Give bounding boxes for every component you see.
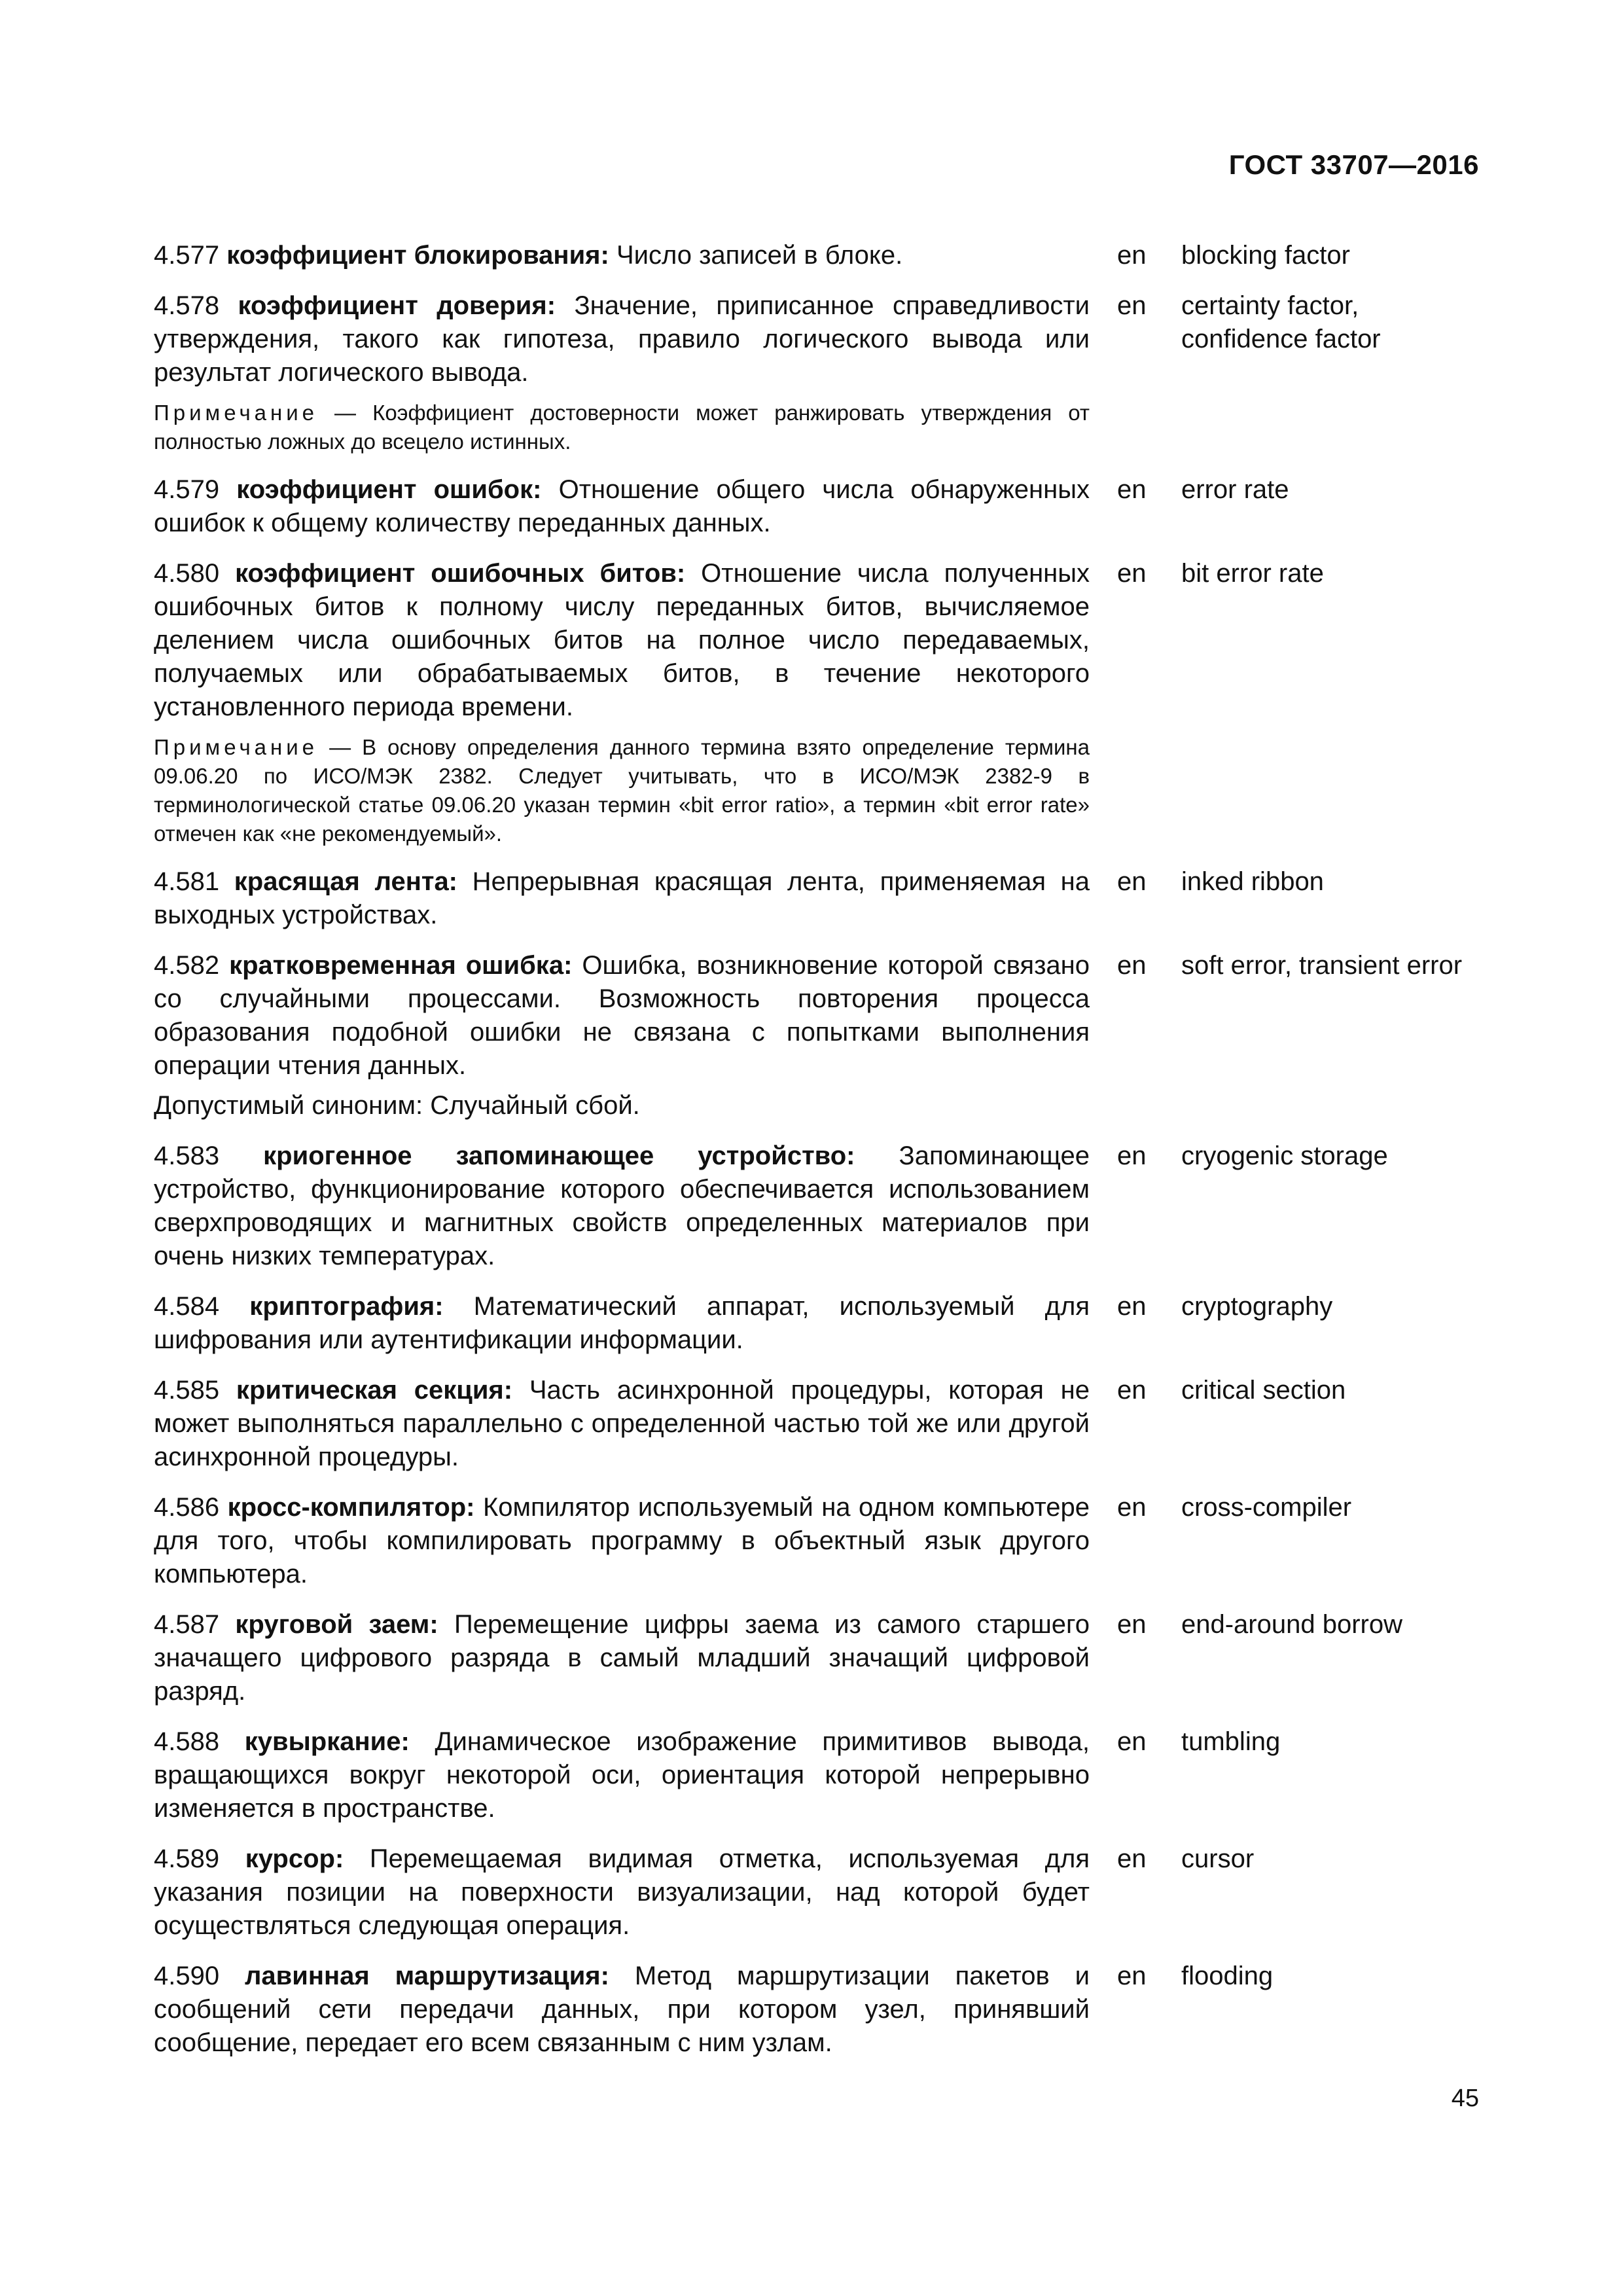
english-equivalent: tumbling (1181, 1727, 1281, 1756)
term-definition (154, 1960, 1090, 2060)
page-number: 45 (1451, 2085, 1479, 2112)
definition-text: Перемещение цифры заема из самого старшего значащего цифрового разряда в самый младший значащий цифровой разряд. (154, 1610, 1090, 1706)
term-entry (154, 1960, 1492, 2060)
definition-text: Отношение общего числа обнаруженных ошибок к общему количеству переданных данных. (154, 475, 1090, 537)
note-label: Примечание (154, 735, 319, 759)
definition-text: Математический аппарат, используемый для шифрования или аутентификации информации. (154, 1292, 1090, 1354)
language-code: en (1117, 559, 1147, 588)
definition-text: Запоминающее устройство, функционирование которого обеспечивается использованием сверхпроводящих и магнитных свойств определенных материалов при очень низких температурах. (154, 1141, 1090, 1270)
language-code: en (1117, 1141, 1147, 1170)
language-code: en (1117, 291, 1147, 320)
term-entry (154, 1290, 1492, 1357)
term-number: 4.587 (154, 1610, 220, 1639)
term-definition-column (154, 239, 1090, 272)
term-definition-column (154, 1608, 1090, 1708)
term-definition (154, 557, 1090, 724)
language-code: en (1117, 1610, 1147, 1639)
term-name: критическая секция: (236, 1376, 513, 1405)
term-synonym: Допустимый синоним: Случайный сбой. (154, 1091, 640, 1120)
language-code: en (1117, 1493, 1147, 1522)
english-equivalent: soft error, transient error (1181, 951, 1463, 980)
english-equivalent: cursor (1181, 1844, 1255, 1873)
english-equivalent: inked ribbon (1181, 867, 1324, 896)
term-number: 4.590 (154, 1962, 220, 1990)
language-code: en (1117, 1844, 1147, 1873)
term-name: кувыркание: (244, 1727, 410, 1756)
term-definition (154, 1842, 1090, 1943)
definition-text: Непрерывная красящая лента, применяемая на выходных устройствах. (154, 867, 1090, 929)
term-entry (154, 473, 1492, 540)
term-number: 4.578 (154, 291, 220, 320)
language-code: en (1117, 951, 1147, 980)
language-code: en (1117, 1292, 1147, 1321)
term-name: криптография: (249, 1292, 444, 1321)
english-equivalent: certainty factor, confidence factor (1181, 291, 1381, 353)
term-name: коэффициент ошибок: (236, 475, 542, 504)
english-equivalent: critical section (1181, 1376, 1346, 1405)
term-number: 4.577 (154, 241, 220, 270)
definition-text: Динамическое изображение примитивов вывода, вращающихся вокруг некоторой оси, ориентация которой непрерывно изменяется в пространстве. (154, 1727, 1090, 1823)
language-code: en (1117, 867, 1147, 896)
term-number: 4.582 (154, 951, 220, 980)
term-entry (154, 1139, 1492, 1273)
language-code: en (1117, 1727, 1147, 1756)
term-definition-column (154, 1842, 1090, 1943)
term-definition-column (154, 949, 1090, 1122)
term-definition (154, 239, 1090, 272)
term-name: лавинная маршрутизация: (245, 1962, 609, 1990)
language-code: en (1117, 241, 1147, 270)
term-definition (154, 289, 1090, 389)
english-equivalent: error rate (1181, 475, 1289, 504)
definition-text: Компилятор используемый на одном компьютере для того, чтобы компилировать программу в объектный язык другого компьютера. (154, 1493, 1090, 1588)
english-equivalent: cross-compiler (1181, 1493, 1352, 1522)
term-definition (154, 1725, 1090, 1825)
term-definition-column (154, 473, 1090, 540)
term-definition-column (154, 1374, 1090, 1474)
term-number: 4.586 (154, 1493, 220, 1522)
term-entry (154, 289, 1492, 456)
term-entry (154, 1374, 1492, 1474)
english-equivalent: cryogenic storage (1181, 1141, 1388, 1170)
term-number: 4.580 (154, 559, 220, 588)
term-name: красящая лента: (234, 867, 458, 896)
term-definition (154, 865, 1090, 932)
document-standard-header: ГОСТ 33707—2016 (1228, 149, 1479, 180)
term-name: кратковременная ошибка: (229, 951, 573, 980)
term-name: коэффициент доверия: (238, 291, 556, 320)
english-equivalent: blocking factor (1181, 241, 1350, 270)
term-definition-column (154, 1139, 1090, 1273)
definition-text: Часть асинхронной процедуры, которая не может выполняться параллельно с определенной частью той же или другой асинхронной процедуры. (154, 1376, 1090, 1471)
term-definition (154, 1290, 1090, 1357)
term-number: 4.584 (154, 1292, 220, 1321)
term-entry (154, 557, 1492, 848)
definition-text: Перемещаемая видимая отметка, используемая для указания позиции на поверхности визуализации, над которой будет осуществляться следующая операция. (154, 1844, 1090, 1940)
note-label: Примечание (154, 401, 319, 425)
language-code: en (1117, 1376, 1147, 1405)
term-definition-column (154, 1960, 1090, 2060)
term-entry (154, 1608, 1492, 1708)
term-definition-column (154, 865, 1090, 932)
term-definition (154, 1374, 1090, 1474)
term-definition-column (154, 1491, 1090, 1591)
term-name: коэффициент блокирования: (226, 241, 609, 270)
definition-text: Метод маршрутизации пакетов и сообщений сети передачи данных, при котором узел, принявший сообщение, передает его всем связанным с ним узлам. (154, 1962, 1090, 2057)
term-definition-column (154, 1290, 1090, 1357)
term-number: 4.583 (154, 1141, 220, 1170)
term-definition (154, 1139, 1090, 1273)
terms-list (154, 239, 1492, 2077)
english-equivalent: bit error rate (1181, 559, 1324, 588)
term-entry (154, 1491, 1492, 1591)
english-equivalent: flooding (1181, 1962, 1274, 1990)
definition-text: Ошибка, возникновение которой связано со случайными процессами. Возможность повторения процесса образования подобной ошибки не связана с попытками выполнения операции чтения данных. (154, 951, 1090, 1080)
term-definition (154, 949, 1090, 1083)
definition-text: Число записей в блоке. (609, 241, 903, 270)
term-note (154, 733, 1090, 848)
term-number: 4.585 (154, 1376, 220, 1405)
term-entry (154, 1725, 1492, 1825)
term-definition-column (154, 289, 1090, 456)
term-entry (154, 239, 1492, 272)
term-name: коэффициент ошибочных битов: (235, 559, 686, 588)
term-number: 4.589 (154, 1844, 220, 1873)
term-definition-column (154, 557, 1090, 848)
language-code: en (1117, 1962, 1147, 1990)
term-definition-column (154, 1725, 1090, 1825)
term-number: 4.581 (154, 867, 220, 896)
definition-text: Отношение числа полученных ошибочных битов к полному числу переданных битов, вычисляемое делением числа ошибочных битов на полное число передаваемых, получаемых или обрабатываемых битов, в течение некоторого установленного периода времени. (154, 559, 1090, 721)
term-definition (154, 1608, 1090, 1708)
definition-text: Значение, приписанное справедливости утверждения, такого как гипотеза, правило логического вывода или результат логического вывода. (154, 291, 1090, 387)
term-definition (154, 1491, 1090, 1591)
english-equivalent: cryptography (1181, 1292, 1333, 1321)
term-number: 4.588 (154, 1727, 220, 1756)
term-name: круговой заем: (235, 1610, 438, 1639)
term-number: 4.579 (154, 475, 220, 504)
term-entry (154, 865, 1492, 932)
note-text: — В основу определения данного термина взято определение термина 09.06.20 по ИСО/МЭК 2382. Следует учитывать, что в ИСО/МЭК 2382-9 в терминологической статье 09.06.20 указан термин «bit error ratio», а термин «bit error rate» отмечен как «не рекомендуемый». (154, 735, 1090, 846)
term-definition (154, 473, 1090, 540)
language-code: en (1117, 475, 1147, 504)
term-entry (154, 949, 1492, 1122)
term-note (154, 399, 1090, 456)
term-name: курсор: (245, 1844, 344, 1873)
term-name: кросс-компилятор: (227, 1493, 475, 1522)
term-name: криогенное запоминающее устройство: (263, 1141, 855, 1170)
english-equivalent: end-around borrow (1181, 1610, 1402, 1639)
note-text: — Коэффициент достоверности может ранжировать утверждения от полностью ложных до всецело истинных. (154, 401, 1090, 454)
term-entry (154, 1842, 1492, 1943)
